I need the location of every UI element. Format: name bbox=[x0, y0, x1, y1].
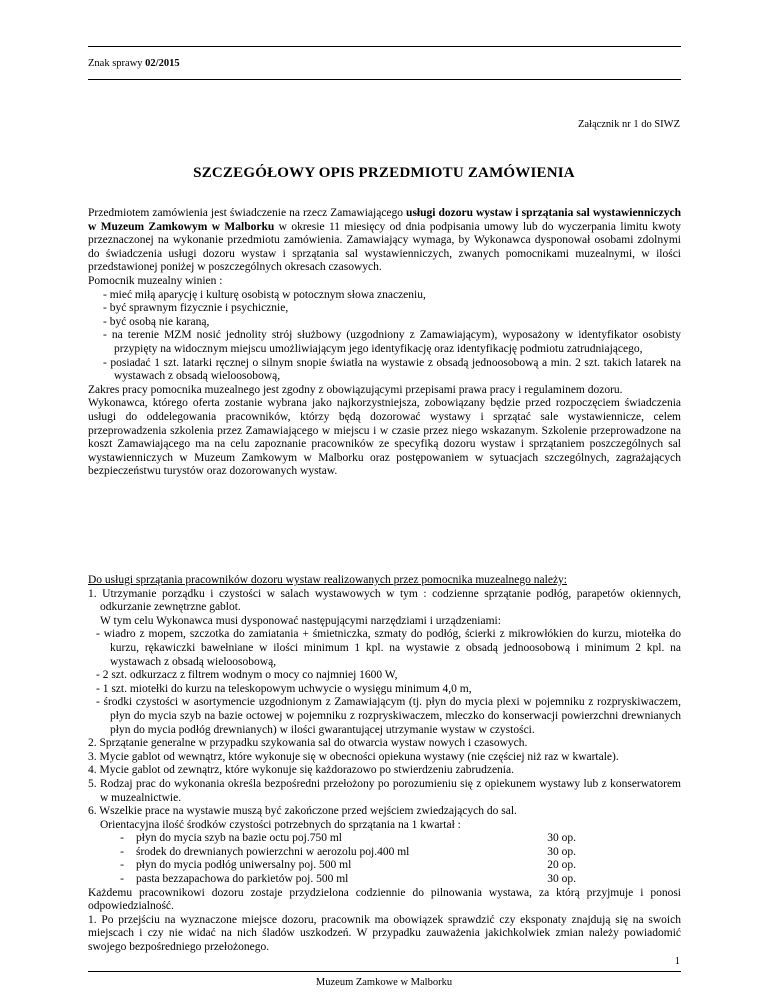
duty-item-6: 6. Wszelkie prace na wystawie muszą być zakończone przed wejściem zwiedzających do sal. bbox=[88, 805, 517, 818]
footer-rule bbox=[88, 971, 681, 972]
requirement-item: - być sprawnym fizycznie i psychicznie, bbox=[103, 302, 289, 315]
tool-item: - 1 szt. miotełki do kurzu na teleskopowym uchwycie o wysięgu minimum 4,0 m, bbox=[96, 682, 472, 695]
requirement-item: - być osobą nie karaną, bbox=[103, 315, 210, 328]
tools-heading: W tym celu Wykonawca musi dysponować następującymi narzędziami i urządzeniami: bbox=[100, 614, 501, 627]
duty-item-4: 4. Mycie gablot od zewnątrz, które wykonuje się każdorazowo po stwierdzeniu zabrudzenia. bbox=[88, 764, 514, 777]
inspection-paragraph: 1. Po przejściu na wyznaczone miejsce dozoru, pracownik ma obowiązek sprawdzić czy eksponaty znajdują się na swoich miejscach i czy nie widać na nich śladów uszkodzeń. W przypadku zauważenia jakichkolwiek zmian należy powiadomić swojego bezpośredniego przełożonego. bbox=[88, 913, 681, 954]
intro-paragraph: Przedmiotem zamówienia jest świadczenie na rzecz Zamawiającego usługi dozoru wystaw i sprzątania sal wystawienniczych w Muzeum Zamkowym w Malborku w okresie 11 miesięcy od dnia podpisania umowy lub do wyczerpania limitu kwoty przeznaczonej na wykonanie przedmiotu zamówienia. Zamawiający wymaga, by Wykonawca dysponował osobami zdolnymi do świadczenia usługi dozoru wystaw i sprzątania sal wystawienniczych, zwanych pomocnikami muzealnymi, w ilości przedstawionej poniżej w poszczególnych okresach czasowych. bbox=[88, 207, 681, 274]
annex-label: Załącznik nr 1 do SIWZ bbox=[577, 119, 680, 130]
requirements-heading: Pomocnik muzealny winien : bbox=[88, 274, 223, 287]
duty-item-5: 5. Rodzaj prac do wykonania określa bezpośredni przełożony po porozumieniu się z opiekunem wystawy lub z konserwatorem w muzealnictwie. bbox=[88, 777, 681, 804]
footer-institution: Muzeum Zamkowe w Malborku bbox=[315, 977, 453, 988]
duty-item-3: 3. Mycie gablot od wewnątrz, które wykonuje się w obecności opiekuna wystawy (nie częściej niż raz w kwartale). bbox=[88, 750, 619, 763]
supply-row: - płyn do mycia szyb na bazie octu poj.750 ml 30 op. bbox=[120, 832, 576, 845]
page-title: SZCZEGÓŁOWY OPIS PRZEDMIOTU ZAMÓWIENIA bbox=[193, 165, 575, 181]
intro-bold-subject: usługi dozoru wystaw i sprzątania sal wystawienniczych w Muzeum Zamkowym w Malborku bbox=[88, 207, 681, 233]
duties-heading: Do usługi sprzątania pracowników dozoru wystaw realizowanych przez pomocnika muzealnego należy: bbox=[88, 574, 567, 586]
case-label: Znak sprawy bbox=[88, 58, 143, 69]
header-rule-top bbox=[88, 46, 681, 47]
case-reference bbox=[88, 58, 180, 70]
duty-item-2: 2. Sprzątanie generalne w przypadku szykowania sal do otwarcia wystaw nowych i czasowych. bbox=[88, 737, 528, 750]
training-paragraph: Wykonawca, którego oferta zostanie wybrana jako najkorzystniejsza, zobowiązany będzie przed rozpoczęciem świadczenia usługi do oddelegowania pracowników, którzy będą dozorować wystawy i sprzątać sale wystawiennicze, celem przeprowadzenia szkolenia przez Zamawiającego w miejscu i w czasie przez niego wskazanym. Szkolenie przeprowadzone na koszt Zamawiającego ma na celu zapoznanie pracowników ze specyfiką dozoru wystaw i sprzątaniem poszczególnych sal wystawienniczych w Muzeum Zamkowym w Malborku oraz postępowaniem w sytuacjach szczególnych, zagrażających bezpieczeństwu turystów oraz dozorowanych wystaw. bbox=[88, 397, 681, 478]
page-number: 1 bbox=[674, 956, 680, 967]
supplies-heading: Orientacyjna ilość środków czystości potrzebnych do sprzątania na 1 kwartał : bbox=[100, 818, 461, 831]
case-number: 02/2015 bbox=[145, 58, 180, 69]
duty-item-1: 1. Utrzymanie porządku i czystości w salach wystawowych w tym : codzienne sprzątanie podłóg, parapetów okiennych, odkurzanie zewnętrzne gablot. bbox=[88, 587, 681, 614]
responsibility-paragraph: Każdemu pracownikowi dozoru zostaje przydzielona codziennie do pilnowania wystawa, za którą przyjmuje i ponosi odpowiedzialność. bbox=[88, 886, 681, 913]
requirement-item: - mieć miłą aparycję i kulturę osobistą w potocznym słowa znaczeniu, bbox=[103, 288, 426, 301]
tool-item: - 2 szt. odkurzacz z filtrem wodnym o mocy co najmniej 1600 W, bbox=[96, 669, 398, 682]
supply-row: - płyn do mycia podłóg uniwersalny poj. 500 ml 20 op. bbox=[120, 859, 576, 872]
intro-section bbox=[88, 207, 681, 479]
tool-item: - wiadro z mopem, szczotka do zamiatania + śmietniczka, szmaty do podłóg, ścierki z mikrowłókien do kurzu, miotełka do kurzu, rękawiczki bawełniane w ilości minimum 1 kpl. na wystawie z obsadą jednoosobową i minimum 2 kpl. na wystawach z obsadą wieloosobową, bbox=[96, 628, 681, 668]
header-rule-bottom bbox=[88, 79, 681, 80]
duties-section bbox=[88, 574, 681, 955]
supply-row: - pasta bezzapachowa do parkietów poj. 500 ml 30 op. bbox=[120, 873, 576, 886]
requirement-item: - na terenie MZM nosić jednolity strój służbowy (uzgodniony z Zamawiającym), wyposażony w identyfikator osobisty przypięty na widocznym miejscu umożliwiającym jego identyfikację oraz identyfikację podmiotu zatrudniającego, bbox=[103, 329, 681, 355]
scope-paragraph: Zakres pracy pomocnika muzealnego jest zgodny z obowiązującymi przepisami prawa pracy i regulaminem dozoru. bbox=[88, 383, 623, 396]
tool-item: - środki czystości w asortymencie uzgodnionym z Zamawiającym (tj. płyn do mycia plexi w pojemniku z rozpryskiwaczem, płyn do mycia szyb na bazie octowej w pojemniku z rozpryskiwaczem, mleczko do konserwacji powierzchni drewnianych płyn do mycia podłóg drewnianych) w ilości gwarantującej utrzymanie wystaw w czystości. bbox=[96, 696, 681, 736]
requirement-item: - posiadać 1 szt. latarki ręcznej o silnym snopie światła na wystawie z obsadą jednoosobową a min. 2 szt. takich latarek na wystawach z obsadą wieloosobową, bbox=[103, 356, 681, 383]
supply-row: - środek do drewnianych powierzchni w aerozolu poj.400 ml 30 op. bbox=[120, 845, 576, 858]
